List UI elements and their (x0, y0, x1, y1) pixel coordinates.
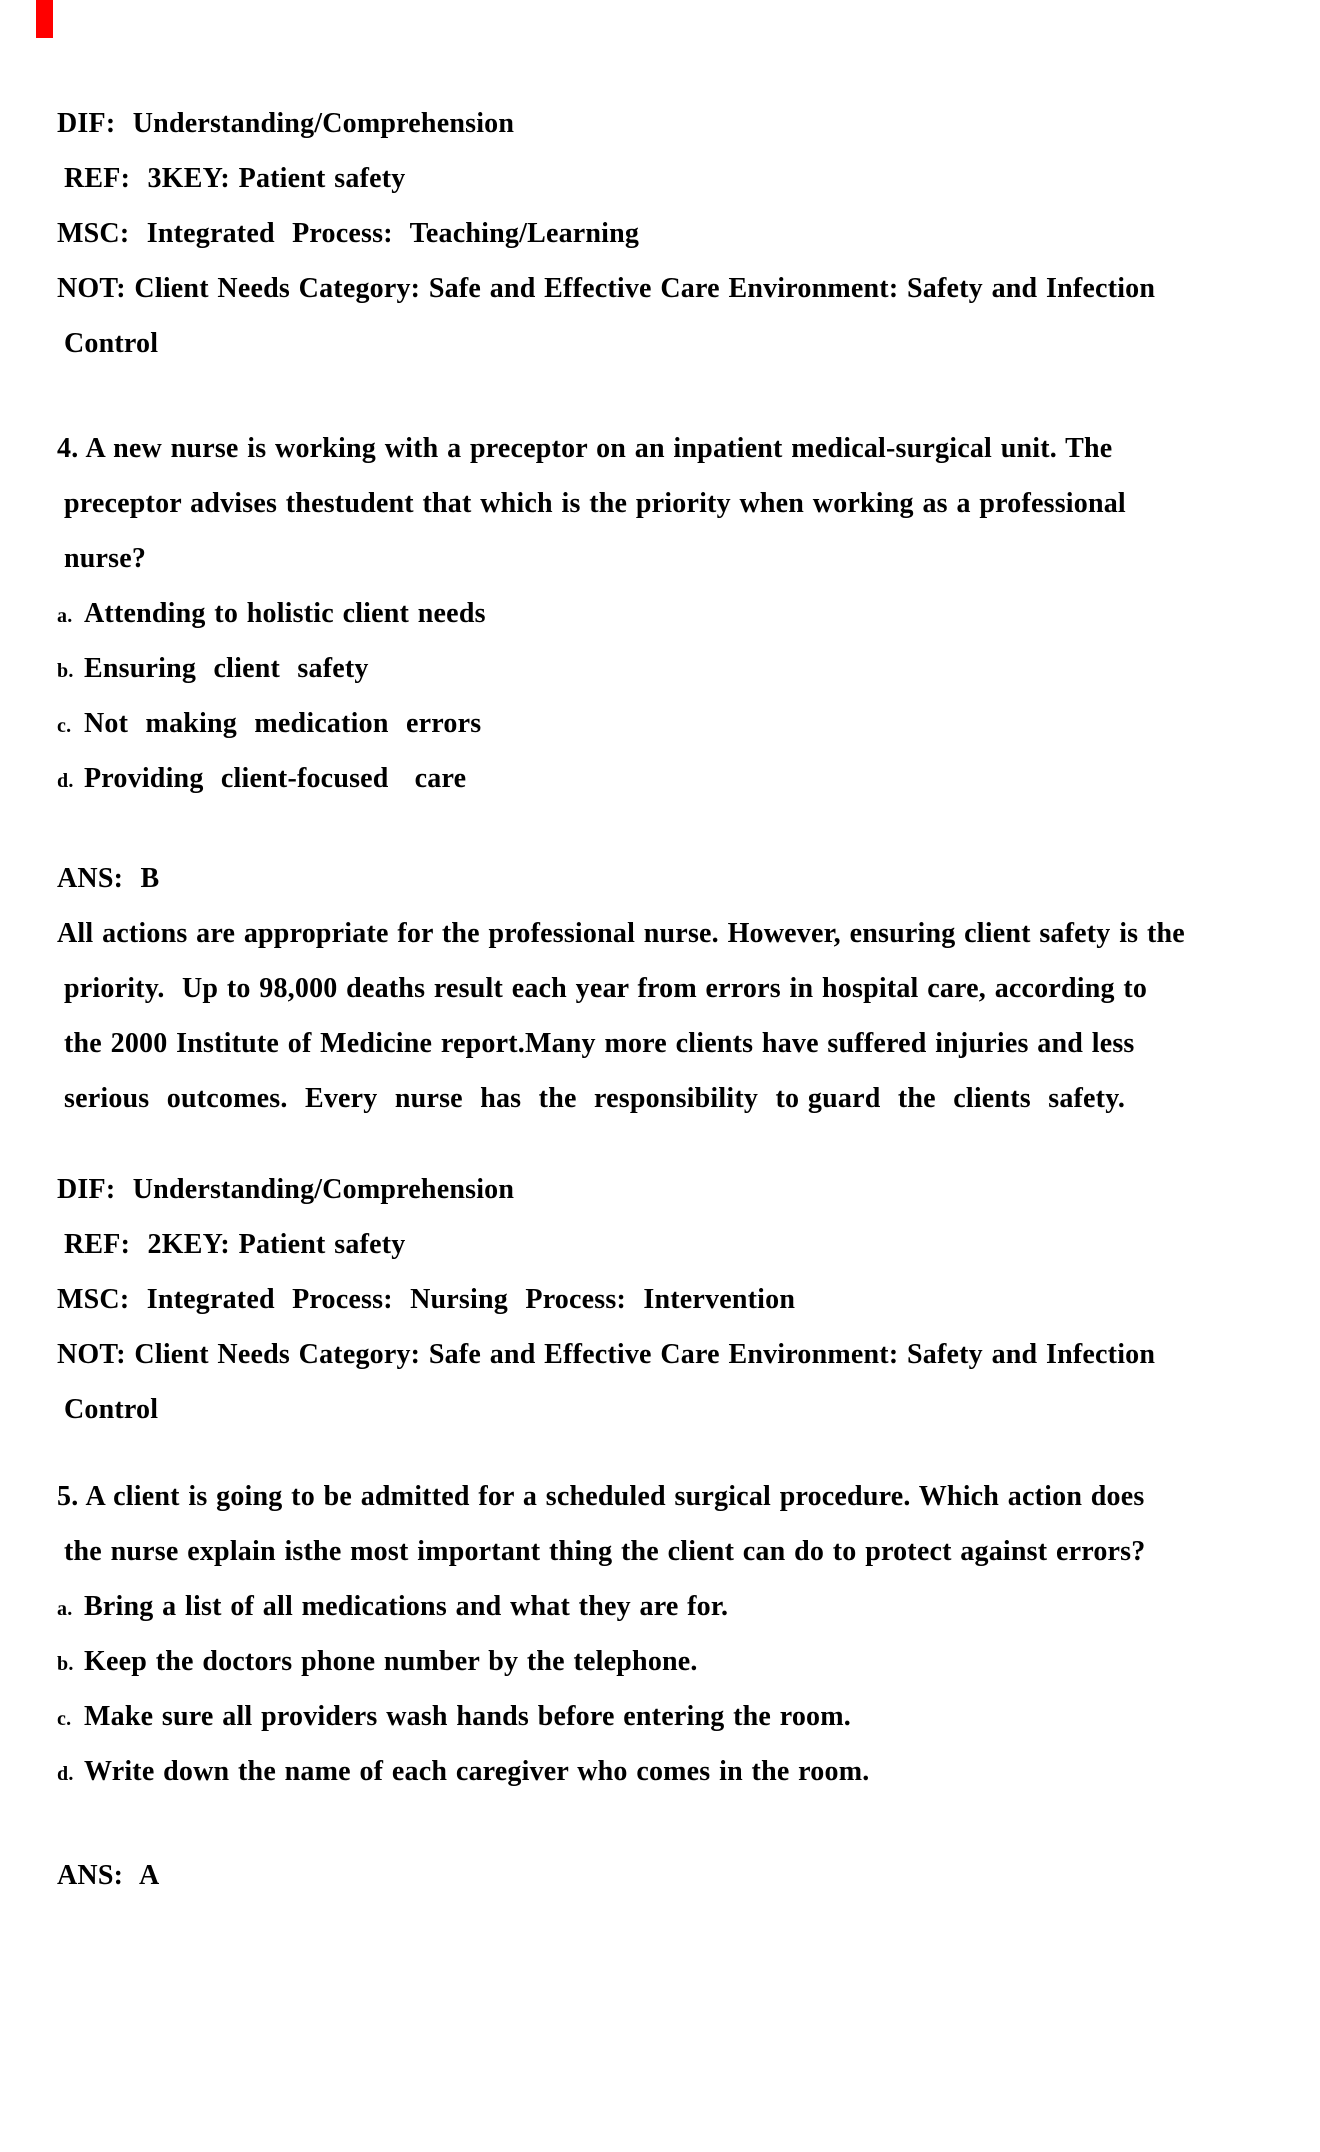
option-letter: b. (57, 1653, 74, 1675)
question-5-option-c (57, 1689, 1297, 1744)
dif-line: DIF: Understanding/Comprehension (57, 108, 515, 139)
question-5 (57, 1469, 1297, 1799)
question-4-stem-line-3: nurse? (64, 543, 147, 574)
red-annotation-mark (36, 0, 53, 38)
option-text: Write down the name of each caregiver who comes in the room. (84, 1756, 870, 1787)
option-text: Providing client-focused care (84, 763, 467, 794)
question-5-stem-line-1: 5. A client is going to be admitted for a scheduled surgical procedure. Which action does (57, 1481, 1145, 1512)
option-text: Keep the doctors phone number by the telephone. (84, 1646, 698, 1677)
rationale-line-4: serious outcomes. Every nurse has the responsibility to guard the clients safety. (64, 1083, 1126, 1114)
question-4-option-a (57, 586, 1297, 641)
option-text: Bring a list of all medications and what they are for. (84, 1591, 729, 1622)
question-4-stem-line-2: preceptor advises thestudent that which is the priority when working as a professional (64, 488, 1126, 519)
msc-line: MSC: Integrated Process: Teaching/Learning (57, 218, 640, 249)
option-letter: d. (57, 770, 74, 792)
question-5-stem-line-2: the nurse explain isthe most important thing the client can do to protect against errors? (64, 1536, 1146, 1567)
answer-5-label: ANS: A (57, 1860, 160, 1891)
option-text: Make sure all providers wash hands before entering the room. (84, 1701, 851, 1732)
question-4-option-c (57, 696, 1297, 751)
document-content (57, 96, 1297, 1903)
rationale-line-1: All actions are appropriate for the professional nurse. However, ensuring client safety is the (57, 918, 1185, 949)
option-text: Attending to holistic client needs (84, 598, 486, 629)
rationale-line-3: the 2000 Institute of Medicine report.Many more clients have suffered injuries and less (64, 1028, 1135, 1059)
option-text: Ensuring client safety (84, 653, 369, 684)
question-4-option-b (57, 641, 1297, 696)
option-letter: a. (57, 1598, 73, 1620)
dif-line: DIF: Understanding/Comprehension (57, 1174, 515, 1205)
question-4 (57, 421, 1297, 806)
msc-line: MSC: Integrated Process: Nursing Process: Intervention (57, 1284, 796, 1315)
option-letter: a. (57, 605, 73, 627)
question-4-stem-line-1: 4. A new nurse is working with a preceptor on an inpatient medical-surgical unit. The (57, 433, 1113, 464)
option-letter: c. (57, 715, 72, 737)
option-letter: d. (57, 1763, 74, 1785)
answer-4 (57, 851, 1297, 1126)
answer-4-label: ANS: B (57, 863, 160, 894)
not-line-continuation: Control (64, 1394, 159, 1425)
meta-block-2 (57, 1162, 1297, 1437)
question-5-option-b (57, 1634, 1297, 1689)
option-letter: b. (57, 660, 74, 682)
not-line-continuation: Control (64, 328, 159, 359)
answer-5 (57, 1848, 1297, 1903)
question-5-option-a (57, 1579, 1297, 1634)
question-4-option-d (57, 751, 1297, 806)
question-5-option-d (57, 1744, 1297, 1799)
rationale-line-2: priority. Up to 98,000 deaths result each year from errors in hospital care, according to (64, 973, 1148, 1004)
not-line: NOT: Client Needs Category: Safe and Effective Care Environment: Safety and Infection (57, 1339, 1156, 1370)
ref-line: REF: 3KEY: Patient safety (64, 163, 406, 194)
meta-block-1 (57, 96, 1297, 371)
option-text: Not making medication errors (84, 708, 482, 739)
ref-line: REF: 2KEY: Patient safety (64, 1229, 406, 1260)
not-line: NOT: Client Needs Category: Safe and Effective Care Environment: Safety and Infection (57, 273, 1156, 304)
option-letter: c. (57, 1708, 72, 1730)
